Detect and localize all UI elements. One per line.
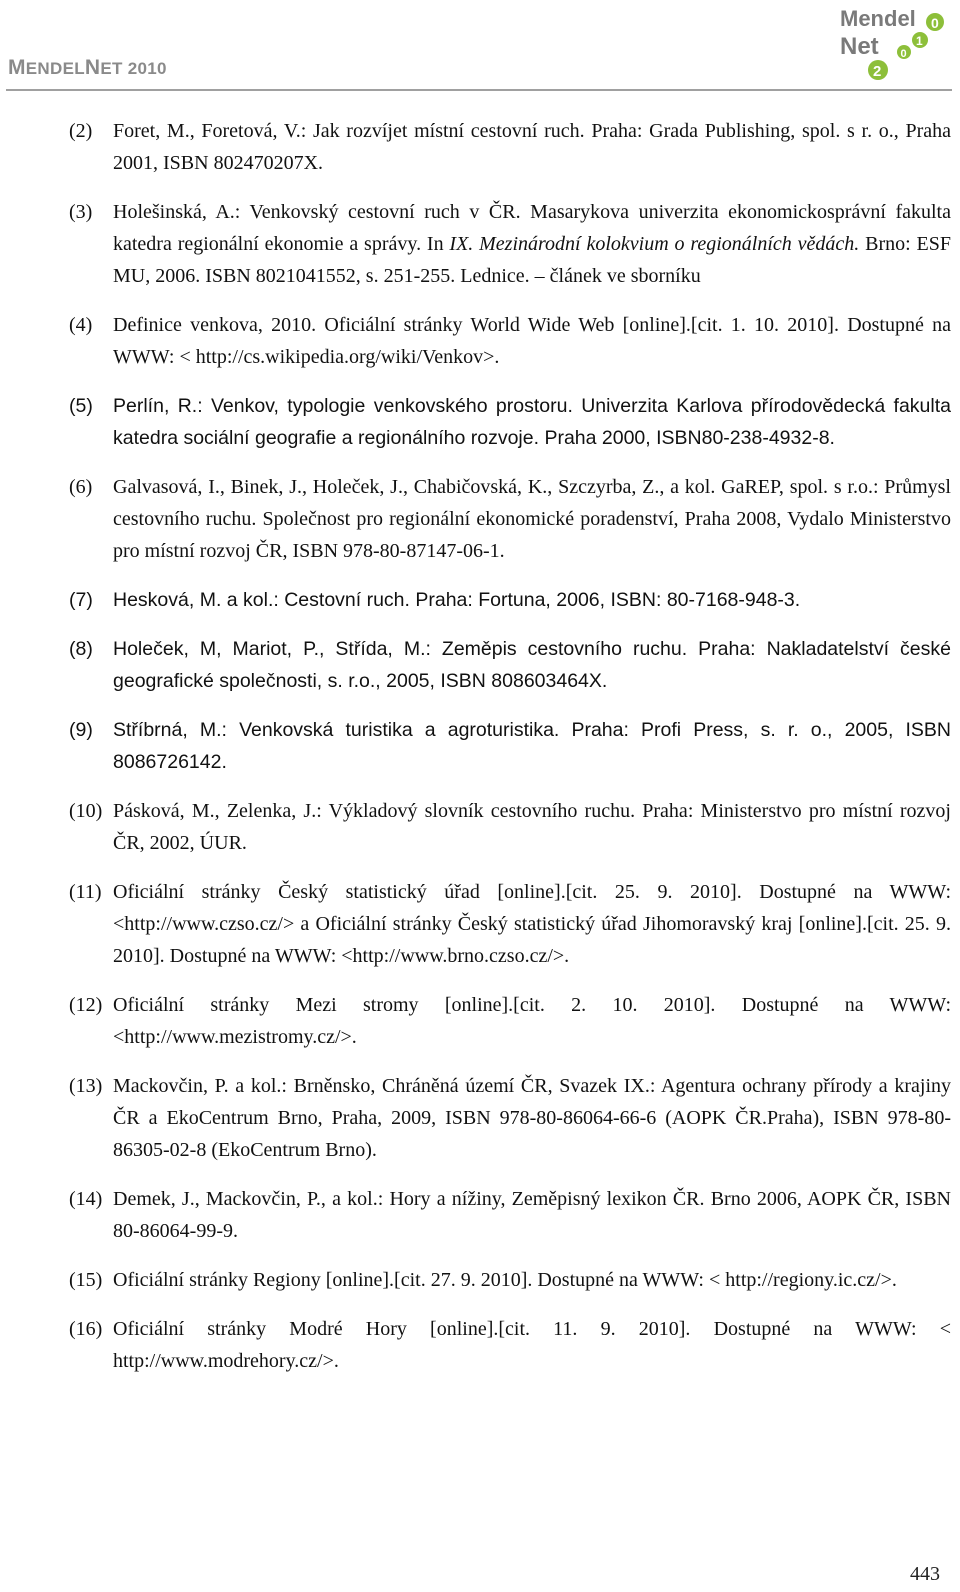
brand-initial-n: N	[84, 56, 101, 79]
reference-item-3	[69, 196, 951, 292]
reference-text: Galvasová, I., Binek, J., Holeček, J., Chabičovská, K., Szczyrba, Z., a kol. GaREP, spol. s r.o.: Průmysl cestovního ruchu. Společnost pro regionální ekonomické poradenství, Praha 2008, Vydalo Ministerstvo pro místní rozvoj ČR, ISBN 978-80-87147-06-1.	[113, 476, 951, 562]
reference-text-end: Brno: ESF MU, 2006. ISBN 8021041552, s. 251-255. Lednice. – článek ve sborníku	[113, 233, 951, 287]
reference-number: (14)	[69, 1188, 103, 1210]
reference-number: (2)	[69, 120, 93, 142]
reference-text: Perlín, R.: Venkov, typologie venkovského prostoru. Univerzita Karlova přírodovědecká fakulta katedra sociální geografie a regionálního rozvoje. Praha 2000, ISBN80-238-4932-8.	[113, 395, 951, 449]
reference-item-9	[69, 714, 951, 778]
reference-item-5	[69, 390, 951, 454]
header-rule	[6, 89, 952, 91]
reference-number: (4)	[69, 314, 93, 336]
reference-number: (11)	[69, 881, 102, 903]
reference-text-start: Holešinská, A.: Venkovský cestovní ruch v ČR. Masarykova univerzita ekonomickosprávní fakulta katedra regionální ekonomie a správy. In	[113, 201, 951, 255]
reference-number: (12)	[69, 994, 103, 1016]
reference-text	[113, 196, 951, 292]
reference-number: (10)	[69, 800, 103, 822]
reference-text: Mackovčin, P. a kol.: Brněnsko, Chráněná území ČR, Svazek IX.: Agentura ochrany přírody a krajiny ČR a EkoCentrum Brno, Praha, 2009, ISBN 978-80-86064-66-6 (AOPK ČR.Praha), ISBN 978-80-86305-02-8 (EkoCentrum Brno).	[113, 1075, 951, 1161]
page-number: 443	[910, 1563, 940, 1585]
reference-text: Foret, M., Foretová, V.: Jak rozvíjet místní cestovní ruch. Praha: Grada Publishing, spol. s r. o., Praha 2001, ISBN 802470207X.	[113, 120, 951, 174]
reference-item-10	[69, 795, 951, 859]
reference-text: Holeček, M, Mariot, P., Střída, M.: Zeměpis cestovního ruchu. Praha: Nakladatelství české geografické společnosti, s. r.o., 2005, ISBN 808603464X.	[113, 638, 951, 692]
reference-number: (3)	[69, 201, 93, 223]
reference-number: (6)	[69, 476, 93, 498]
reference-item-15	[69, 1264, 951, 1296]
reference-text: Oficiální stránky Modré Hory [online].[cit. 11. 9. 2010]. Dostupné na WWW: < http://www.modrehory.cz/>.	[113, 1318, 951, 1372]
logo-digit-2: 1	[916, 34, 923, 48]
reference-number: (16)	[69, 1318, 103, 1340]
logo-digit-3: 0	[900, 48, 907, 60]
brand-text-endel: ENDEL	[25, 59, 85, 78]
reference-number: (15)	[69, 1269, 103, 1291]
reference-text: Pásková, M., Zelenka, J.: Výkladový slovník cestovního ruchu. Praha: Ministerstvo pro místní rozvoj ČR, 2002, ÚUR.	[113, 800, 951, 854]
reference-text-italic: IX. Mezinárodní kolokvium o regionálních vědách.	[449, 233, 860, 255]
brand-initial-m: M	[8, 56, 26, 79]
reference-item-6	[69, 471, 951, 567]
reference-text: Demek, J., Mackovčin, P., a kol.: Hory a nížiny, Zeměpisný lexikon ČR. Brno 2006, AOPK ČR, ISBN 80-86064-99-9.	[113, 1188, 951, 1242]
reference-number: (8)	[69, 638, 93, 660]
reference-item-2	[69, 115, 951, 179]
reference-text: Oficiální stránky Regiony [online].[cit. 27. 9. 2010]. Dostupné na WWW: < http://regiony.ic.cz/>.	[113, 1269, 897, 1291]
brand-text-net-2010: ET 2010	[100, 59, 167, 78]
reference-item-7	[69, 584, 951, 616]
reference-list	[69, 115, 951, 1394]
reference-item-16	[69, 1313, 951, 1377]
reference-text: Oficiální stránky Český statistický úřad [online].[cit. 25. 9. 2010]. Dostupné na WWW: <http://www.czso.cz/> a Oficiální stránky Český statistický úřad Jihomoravský kraj [online].[cit. 25. 9. 2010]. Dostupné na WWW: <http://www.brno.czso.cz/>.	[113, 881, 951, 967]
reference-text: Hesková, M. a kol.: Cestovní ruch. Praha: Fortuna, 2006, ISBN: 80-7168-948-3.	[113, 589, 801, 611]
reference-number: (5)	[69, 395, 93, 417]
reference-number: (13)	[69, 1075, 103, 1097]
logo-digit-1: 0	[931, 15, 939, 31]
reference-item-12	[69, 989, 951, 1053]
logo-digit-4: 2	[873, 63, 882, 80]
reference-number: (7)	[69, 589, 93, 611]
reference-text: Stříbrná, M.: Venkovská turistika a agroturistika. Praha: Profi Press, s. r. o., 2005, ISBN 8086726142.	[113, 719, 951, 773]
mendelnet-logo	[838, 2, 948, 84]
reference-text: Definice venkova, 2010. Oficiální stránky World Wide Web [online].[cit. 1. 10. 2010]. Dostupné na WWW: < http://cs.wikipedia.org/wiki/Venkov>.	[113, 314, 951, 368]
reference-item-14	[69, 1183, 951, 1247]
logo-word-mendel: Mendel	[840, 6, 916, 31]
reference-item-4	[69, 309, 951, 373]
logo-word-net: Net	[840, 33, 879, 60]
reference-item-8	[69, 633, 951, 697]
reference-text: Oficiální stránky Mezi stromy [online].[cit. 2. 10. 2010]. Dostupné na WWW: <http://www.mezistromy.cz/>.	[113, 994, 951, 1048]
reference-item-13	[69, 1070, 951, 1166]
reference-number: (9)	[69, 719, 93, 741]
header-brand	[8, 56, 167, 80]
reference-item-11	[69, 876, 951, 972]
